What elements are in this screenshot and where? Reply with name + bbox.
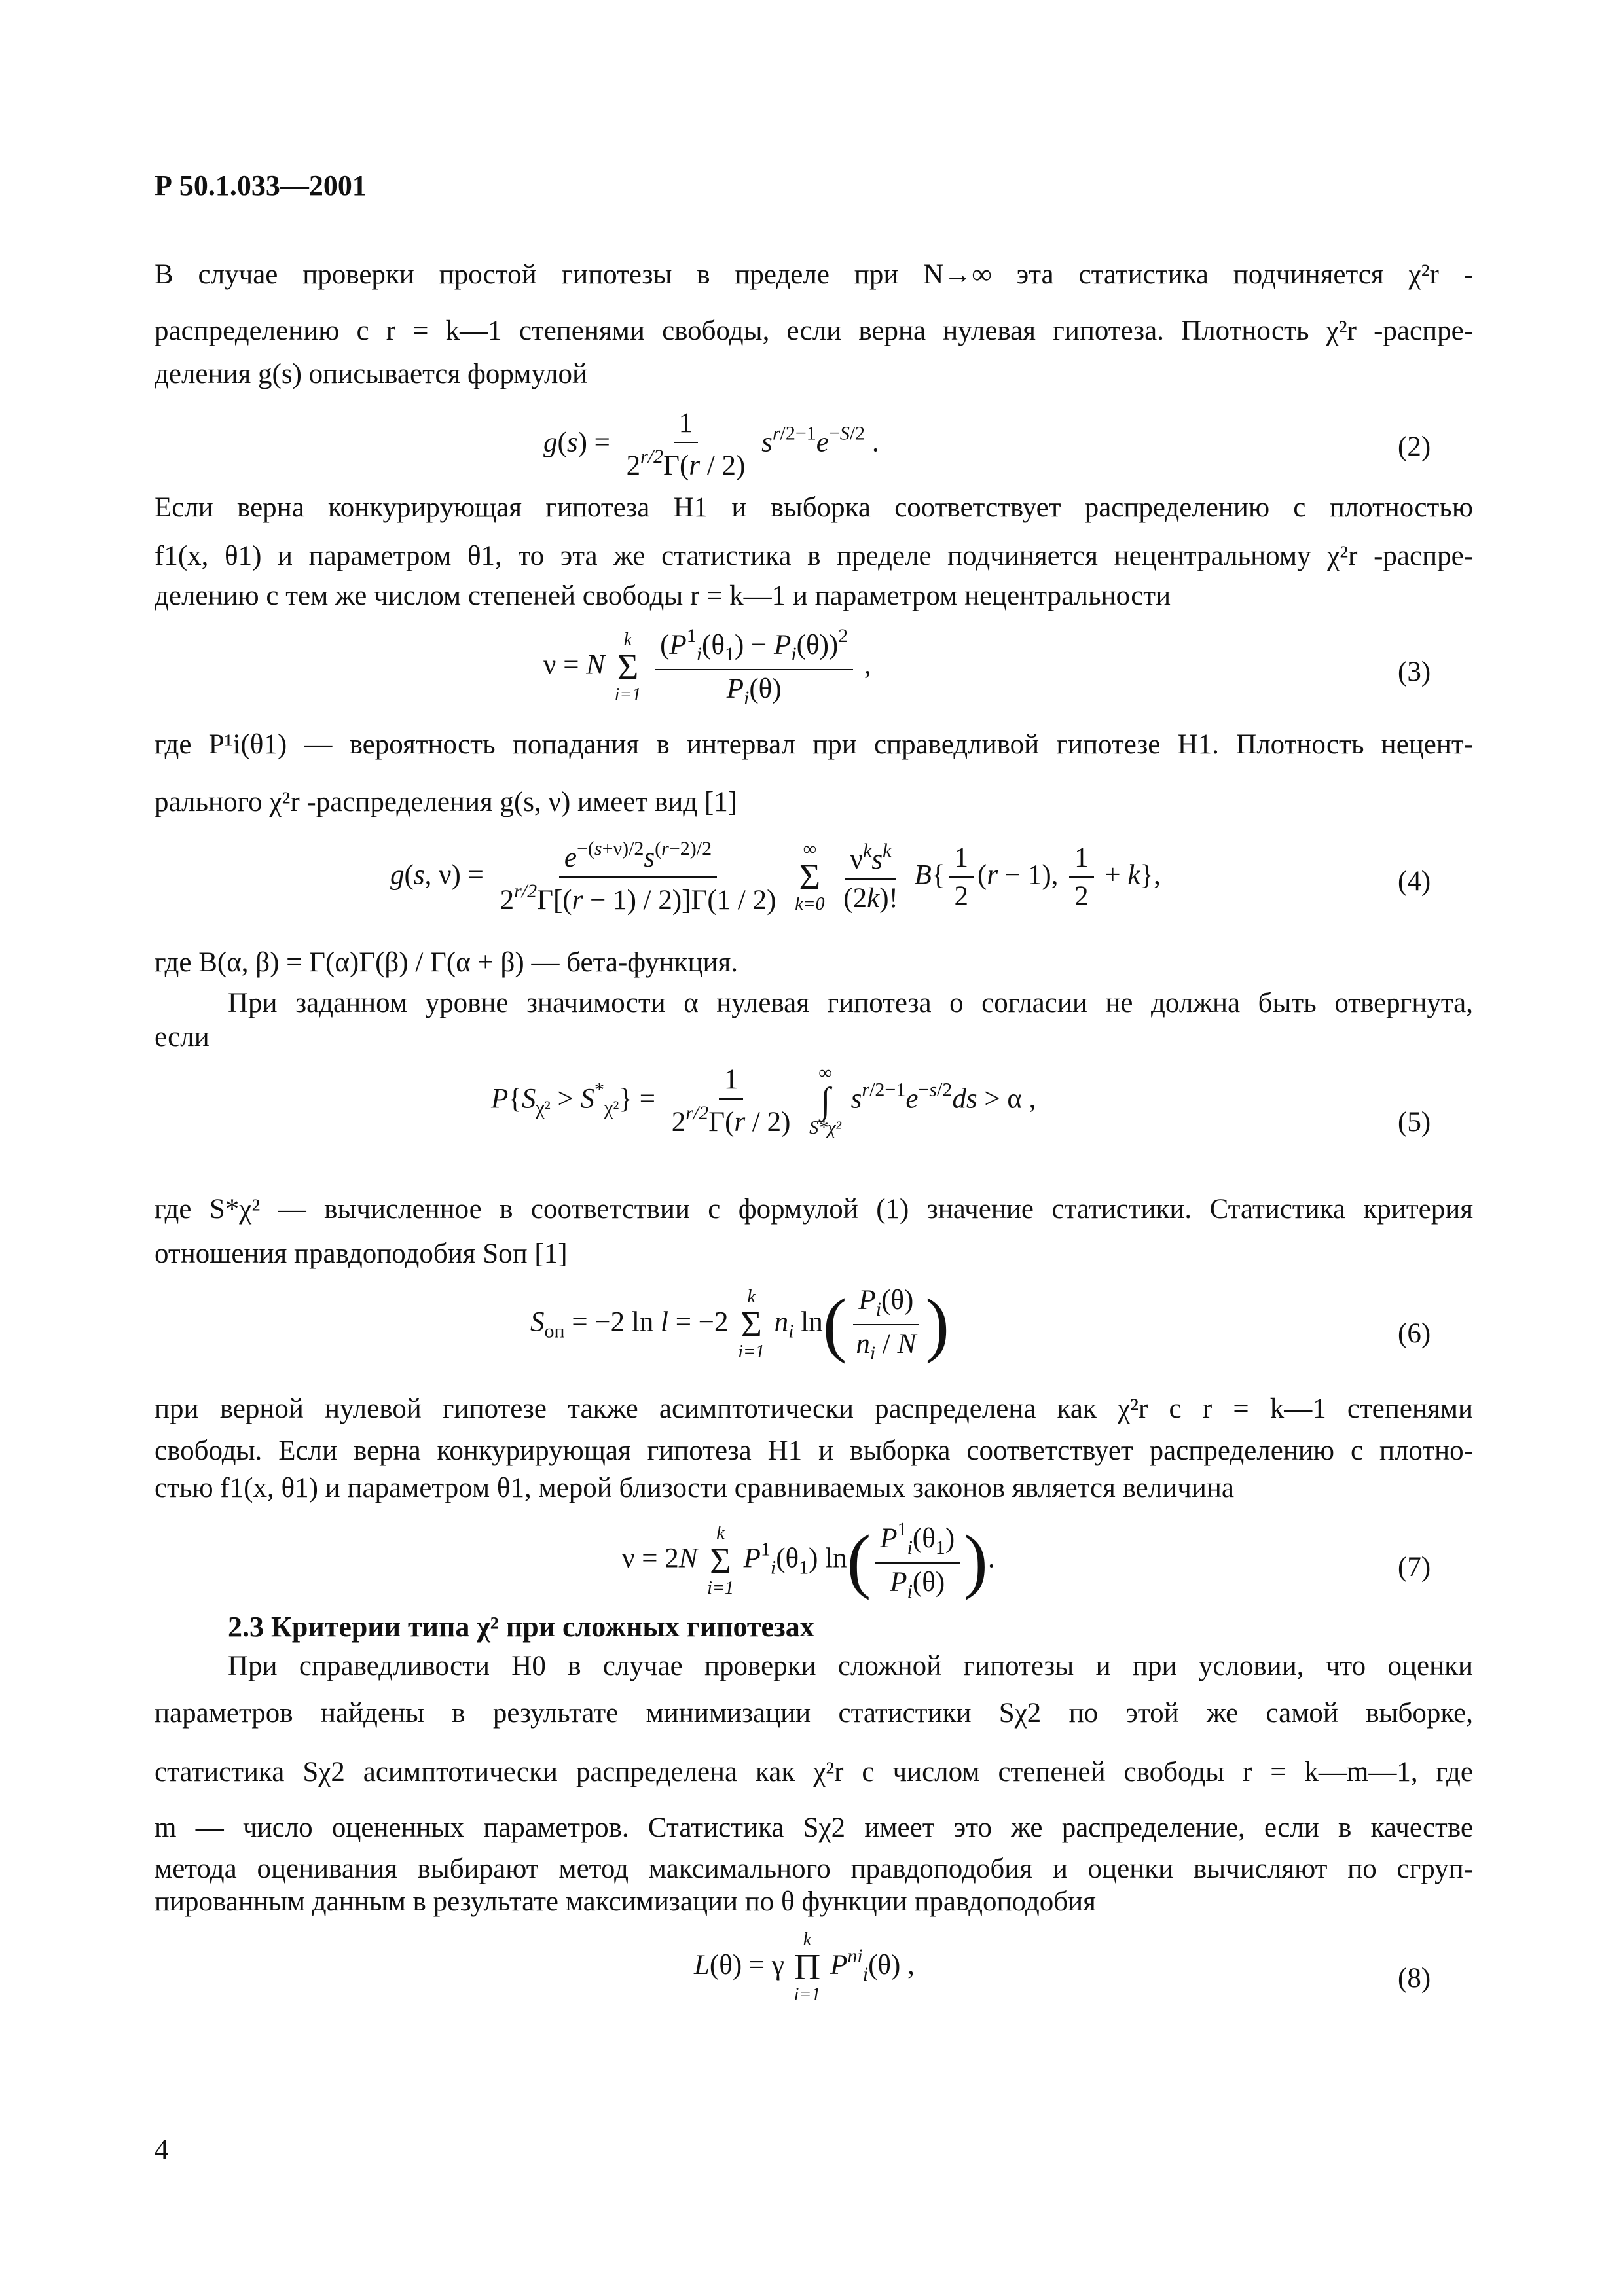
text-line: где B(α, β) = Γ(α)Γ(β) / Γ(α + β) — бета-функция. [155,947,739,978]
text-line: если [155,1022,210,1052]
equation-6: $S_{оп} = -2$ ln l = −2 k Σ i=1 $n_i$ ln( $\frac{P_i(\theta)}{n_i / N}$ ) [530,1284,949,1364]
equation-8: L(θ) = γ k Π i=1 $P^{ni}_i(\theta)$ , [694,1929,915,2005]
text-line: деления g(s) описывается формулой [155,359,588,389]
equation-number: (4) [1398,866,1431,897]
equation-7: ν = 2N k Σ i=1 $P^1_i(\theta_1)$ ln( $\frac{P^1_i(\theta_1)}{P_i(\theta)}$ ). [622,1518,995,1602]
text-line: При заданном уровне значимости α нулевая гипотеза о согласии не должна быть отвергнута, [228,988,1473,1018]
text-line: распределению с r = k—1 степенями свободы, если верна нулевая гипотеза. Плотность χ²r -распре- [155,315,1473,346]
text-line: стью f1(x, θ1) и параметром θ1, мерой близости сравниваемых законов является величина [155,1473,1234,1503]
text-line: рального χ²r -распределения g(s, ν) имеет вид [1] [155,787,738,817]
page-number: 4 [155,2134,169,2165]
text-line: В случае проверки простой гипотезы в пределе при N→∞ эта статистика подчиняется χ²r - [155,259,1473,290]
text-line: где P¹i(θ1) — вероятность попадания в интервал при справедливой гипотезе H1. Плотность нецент- [155,729,1473,760]
text-line: отношения правдоподобия Sоп [1] [155,1238,568,1269]
text-line: метода оценивания выбирают метод максимального правдоподобия и оценки вычисляют по сгруп- [155,1854,1473,1884]
text-line: f1(x, θ1) и параметром θ1, то эта же статистика в пределе подчиняется нецентральному χ²r -распре- [155,541,1473,571]
text-line: свободы. Если верна конкурирующая гипотеза H1 и выборка соответствует распределению с плотно- [155,1435,1473,1466]
text-line: параметров найдены в результате минимизации статистики Sχ2 по этой же самой выборке, [155,1698,1473,1729]
equation-5: $P\{S_{\chi^2} > S^*_{\chi^2}\}$ = $\frac{1}{2^{r/2}\Gamma(r / 2)}$ ∞ ∫ S*χ² $s^{r/2-1}e^{-s/2}ds > \alpha$ , [491,1063,1036,1139]
equation-number: (3) [1398,656,1431,687]
text-line: При справедливости H0 в случае проверки сложной гипотезы и при условии, что оценки [228,1651,1473,1681]
equation-number: (7) [1398,1552,1431,1583]
equation-number: (5) [1398,1107,1431,1138]
equation-number: (2) [1398,431,1431,462]
document-header: Р 50.1.033—2001 [155,170,367,202]
text-line: делению с тем же числом степеней свободы r = k—1 и параметром нецентральности [155,581,1171,611]
text-line: где S*χ² — вычисленное в соответствии с формулой (1) значение статистики. Статистика критерия [155,1194,1473,1225]
equation-3: ν = N k Σ i=1 $\frac{(P^1_i(\theta_1) - P_i(\theta))^2}{P_i(\theta)}$ , [543,625,871,709]
equation-number: (8) [1398,1963,1431,1994]
section-heading: 2.3 Критерии типа χ² при сложных гипотезах [228,1611,814,1643]
equation-4: g(s, ν) = $\frac{e^{-(s+\nu)/2}s^{(r-2)/2}}{2^{r/2}\Gamma[(r - 1) / 2)]\Gamma(1 / 2)}$ ∞ Σ k=0 $\frac{\nu^ks^k}{(2k)!}$ B{ $\frac{1}{2}$ (r − 1), $\frac{1}{2}$ + k}, [390,838,1161,916]
equation-number: (6) [1398,1318,1431,1349]
text-line: при верной нулевой гипотезе также асимптотически распределена как χ²r с r = k—1 степенями [155,1393,1473,1424]
text-line: Если верна конкурирующая гипотеза H1 и выборка соответствует распределению с плотностью [155,492,1473,523]
equation-2: g(s) = $\frac{1}{2^{r/2}\Gamma(r / 2)}$ $s^{r/2-1}e^{-S/2}$ . [543,408,879,482]
text-line: статистика Sχ2 асимптотически распределена как χ²r с числом степеней свободы r = k—m—1, где [155,1757,1473,1787]
text-line: пированным данным в результате максимизации по θ функции правдоподобия [155,1886,1096,1917]
text-line: m — число оцененных параметров. Статистика Sχ2 имеет это же распределение, если в качестве [155,1812,1473,1843]
